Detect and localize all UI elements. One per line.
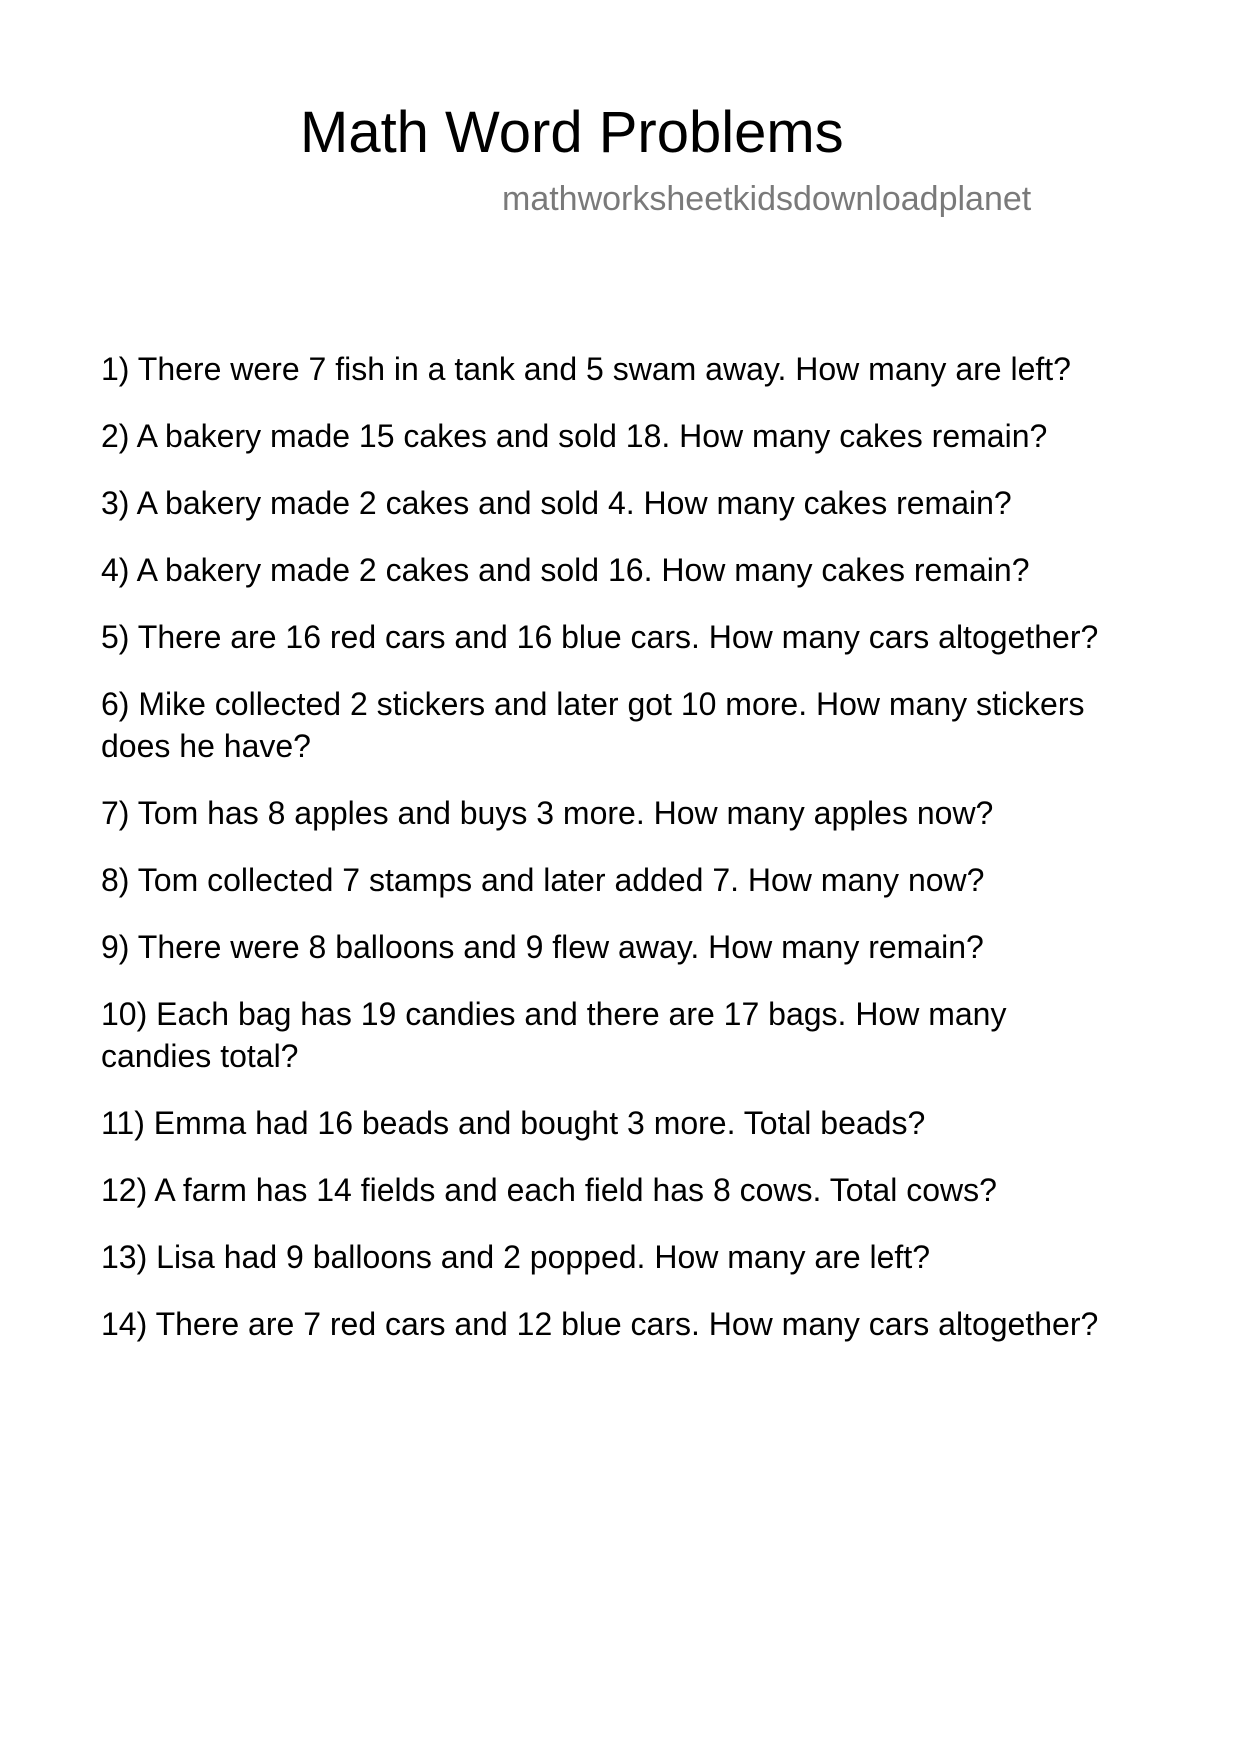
problem-list [101,348,1151,1370]
problem-item: 7) Tom has 8 apples and buys 3 more. How many apples now? [101,795,994,831]
problem-item: 1) There were 7 fish in a tank and 5 swam away. How many are left? [101,351,1071,387]
problem-item: 14) There are 7 red cars and 12 blue cars. How many cars altogether? [101,1306,1099,1342]
problem-item: 8) Tom collected 7 stamps and later added 7. How many now? [101,862,985,898]
problem-item: 10) Each bag has 19 candies and there are 17 bags. How many candies total? [101,996,1007,1074]
problem-item: 11) Emma had 16 beads and bought 3 more. Total beads? [101,1105,926,1141]
page-title: Math Word Problems [300,100,844,165]
source-label: mathworksheetkidsdownloadplanet [502,180,1032,218]
problem-item: 13) Lisa had 9 balloons and 2 popped. How many are left? [101,1239,930,1275]
problem-item: 3) A bakery made 2 cakes and sold 4. How many cakes remain? [101,485,1012,521]
problem-item: 6) Mike collected 2 stickers and later got 10 more. How many stickers does he have? [101,686,1085,764]
problem-item: 4) A bakery made 2 cakes and sold 16. How many cakes remain? [101,552,1030,588]
problem-item: 2) A bakery made 15 cakes and sold 18. How many cakes remain? [101,418,1048,454]
problem-item: 12) A farm has 14 fields and each field has 8 cows. Total cows? [101,1172,997,1208]
problem-item: 9) There were 8 balloons and 9 flew away. How many remain? [101,929,984,965]
problem-item: 5) There are 16 red cars and 16 blue cars. How many cars altogether? [101,619,1099,655]
